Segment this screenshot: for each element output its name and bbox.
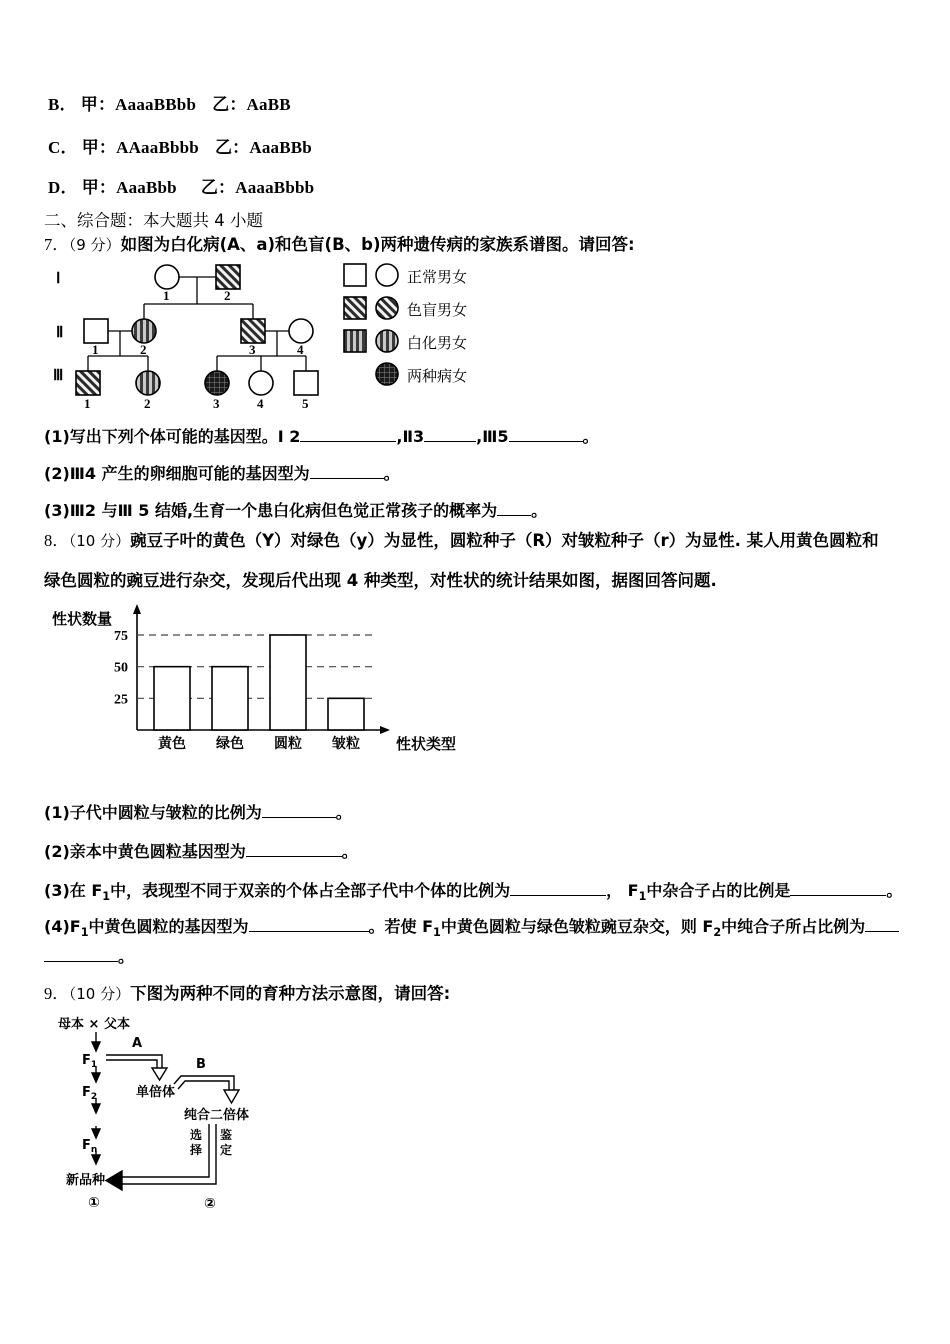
q7-sub1-text-d: 。 <box>582 427 599 446</box>
question-8-sub-2 <box>44 839 358 862</box>
chart-bars <box>154 635 364 730</box>
q8-sub3-text-a: (3)在 F <box>44 881 103 900</box>
choice-option-b[interactable] <box>48 90 291 115</box>
chart-y-axis-arrow <box>133 604 141 614</box>
choice-b-first: 甲：AaaaBBbb <box>80 95 197 114</box>
pedigree-node-III-3 <box>205 371 229 395</box>
q8-sub4-text-f: 。 <box>118 947 135 966</box>
legend-swatch-normal-male <box>344 264 366 286</box>
question-7-sub-1 <box>44 424 599 447</box>
pedigree-node-III-2 <box>136 371 160 395</box>
q8-sub4-text-a: (4)F <box>44 917 81 936</box>
q8-sub4-f1-a: 1 <box>80 926 89 940</box>
legend-swatch-albino-male <box>344 330 366 352</box>
pedigree-node-II-4 <box>289 319 313 343</box>
pedigree-node-II-1 <box>84 319 108 343</box>
q8-sub4-text-d: 中黄色圆粒与绿色皱粒豌豆杂交，则 F <box>440 917 714 936</box>
choice-letter-c: C． <box>48 138 78 157</box>
legend-label-colorblind: 色盲男女 <box>407 301 468 319</box>
q8-sub4-text-e: 中纯合子所占比例为 <box>721 917 866 936</box>
chart-y-axis-label: 性状数量 <box>52 610 113 628</box>
question-8-number: 8． <box>44 531 69 550</box>
svg-text:1: 1 <box>92 342 99 357</box>
q7-sub2-text-a: (2)Ⅲ4 产生的卵细胞可能的基因型为 <box>44 464 310 483</box>
question-9-text: 下图为两种不同的育种方法示意图，请回答: <box>130 984 451 1003</box>
chart-category-labels <box>158 735 360 752</box>
chart-category-label-绿色: 绿色 <box>216 736 244 752</box>
q8-sub1-blank-1[interactable] <box>262 803 336 818</box>
svg-text:3: 3 <box>213 396 220 410</box>
chart-x-axis-arrow <box>380 726 390 734</box>
breeding-pure-diploid-label: 纯合二倍体 <box>184 1108 250 1123</box>
choice-d-second: 乙：AaaaBbbb <box>200 178 315 197</box>
q7-sub2-blank-1[interactable] <box>310 464 384 479</box>
q7-sub1-blank-2[interactable] <box>424 427 476 442</box>
legend-swatch-normal-female <box>376 264 398 286</box>
svg-text:1: 1 <box>163 288 170 303</box>
q8-sub4-f1-b: 1 <box>433 926 441 940</box>
q7-sub1-blank-1[interactable] <box>300 427 396 442</box>
question-8-stem-line-2 <box>44 567 717 591</box>
q8-sub3-f1-b: 1 <box>638 890 647 904</box>
breeding-f2-label: $F_2$ <box>82 1085 98 1102</box>
chart-y-tick-75: 75 <box>114 629 128 644</box>
legend-label-normal: 正常男女 <box>407 268 468 286</box>
question-8-sub-4 <box>44 914 899 939</box>
legend-label-albino: 白化男女 <box>407 334 468 352</box>
q8-sub4-text-c: 。若使 F <box>368 917 434 936</box>
breeding-select-label: 选 <box>190 1128 203 1142</box>
choice-d-first: 甲：AaaBbb <box>81 178 177 197</box>
q7-sub1-blank-3[interactable] <box>509 427 583 442</box>
pedigree-node-I-1 <box>155 265 179 289</box>
question-8-text-1: 豌豆子叶的黄色（Y）对绿色（y）为显性，圆粒种子（R）对皱粒种子（r）为显性. 某人用黄色圆粒和 <box>130 531 879 550</box>
pedigree-node-III-5 <box>294 371 318 395</box>
question-7-sub-2 <box>44 461 400 484</box>
question-8-stem-line-1 <box>44 527 879 551</box>
pedigree-generation-label-3: Ⅲ <box>53 368 64 384</box>
question-7-number: 7． <box>44 235 69 254</box>
svg-text:2: 2 <box>224 288 231 303</box>
pedigree-figure <box>44 252 514 410</box>
legend-swatch-albino-female <box>376 330 398 352</box>
pedigree-generation-label-2: Ⅱ <box>56 325 64 341</box>
svg-text:4: 4 <box>257 396 264 410</box>
svg-text:5: 5 <box>302 396 309 410</box>
question-8-text-2: 绿色圆粒的豌豆进行杂交，发现后代出现 4 种类型，对性状的统计结果如图，据图回答问题. <box>44 571 717 590</box>
q7-sub1-text-c: ,Ⅲ5 <box>476 427 509 446</box>
pedigree-generation-label-1: Ⅰ <box>56 271 61 287</box>
q8-sub1-text-b: 。 <box>335 803 352 822</box>
choice-c-first: 甲：AAaaBbbb <box>81 138 199 157</box>
question-7-sub-3 <box>44 498 547 521</box>
q7-sub3-text-a: (3)Ⅲ2 与Ⅲ 5 结婚,生育一个患白化病但色觉正常孩子的概率为 <box>44 501 498 520</box>
breeding-route-1-label: ① <box>88 1195 100 1211</box>
chart-y-tick-25: 25 <box>114 692 128 708</box>
breeding-select-label-2: 择 <box>190 1143 203 1157</box>
choice-letter-d: D． <box>48 178 78 197</box>
q7-sub1-text-a: (1)写出下列个体可能的基因型。Ⅰ 2 <box>44 427 301 446</box>
svg-text:2: 2 <box>144 396 151 410</box>
q8-sub3-text-c: ， F <box>606 881 639 900</box>
legend-swatch-colorblind-male <box>344 297 366 319</box>
q8-sub1-text-a: (1)子代中圆粒与皱粒的比例为 <box>44 803 262 822</box>
q8-sub4-text-b: 中黄色圆粒的基因型为 <box>88 917 249 936</box>
pedigree-node-II-3 <box>241 319 265 343</box>
question-9-points: （10 分） <box>68 985 131 1003</box>
q7-sub2-text-b: 。 <box>383 464 400 483</box>
breeding-new-variety-label: 新品种 <box>66 1173 106 1188</box>
question-9-number: 9． <box>44 984 69 1003</box>
question-8-sub-4-continued <box>44 944 134 967</box>
pedigree-legend <box>344 264 467 385</box>
q8-sub4-blank-2-cont[interactable] <box>44 947 118 962</box>
trait-count-bar-chart <box>44 602 464 772</box>
question-8-sub-1 <box>44 800 352 823</box>
breeding-arrow-a-label: A <box>132 1036 143 1051</box>
q8-sub3-blank-2[interactable] <box>790 881 886 896</box>
choice-c-second: 乙：AaaBBb <box>214 138 312 157</box>
breeding-identify-label-2: 定 <box>220 1143 233 1157</box>
q8-sub2-text-a: (2)亲本中黄色圆粒基因型为 <box>44 842 246 861</box>
breeding-arrow-b-label: B <box>196 1057 206 1072</box>
q7-sub3-text-b: 。 <box>531 501 548 520</box>
q8-sub4-blank-2[interactable] <box>865 917 899 932</box>
chart-category-label-圆粒: 圆粒 <box>274 736 302 752</box>
q8-sub2-text-b: 。 <box>341 842 358 861</box>
chart-bar-黄色 <box>154 667 190 730</box>
chart-bar-皱粒 <box>328 698 364 730</box>
breeding-f1-label: $F_1$ <box>82 1053 98 1070</box>
legend-swatch-colorblind-female <box>376 297 398 319</box>
svg-text:1: 1 <box>84 396 91 410</box>
q8-sub3-f1-a: 1 <box>102 890 111 904</box>
question-7-points: （9 分） <box>68 236 121 254</box>
q8-sub3-text-b: 中，表现型不同于双亲的个体占全部子代中个体的比例为 <box>110 881 511 900</box>
question-7-text: 如图为白化病(A、a)和色盲(B、b)两种遗传病的家族系谱图。请回答: <box>120 235 635 254</box>
q8-sub3-text-e: 。 <box>886 881 903 900</box>
question-8-sub-3 <box>44 878 902 903</box>
chart-y-tick-labels <box>114 629 128 707</box>
pedigree-node-III-4 <box>249 371 273 395</box>
pedigree-node-II-2 <box>132 319 156 343</box>
breeding-route-2-label: ② <box>204 1196 216 1212</box>
section-heading: 二、综合题：本大题共 4 小题 <box>44 211 263 230</box>
choice-b-second: 乙：AaBB <box>212 95 291 114</box>
svg-text:2: 2 <box>140 342 147 357</box>
chart-bar-绿色 <box>212 667 248 730</box>
legend-label-both: 两种病女 <box>407 367 468 385</box>
breeding-identify-label: 鉴 <box>220 1128 233 1142</box>
svg-text:4: 4 <box>297 342 304 357</box>
chart-x-axis-label: 性状类型 <box>396 735 457 753</box>
chart-category-label-黄色: 黄色 <box>158 736 186 752</box>
choice-option-c[interactable] <box>48 133 312 158</box>
chart-category-label-皱粒: 皱粒 <box>332 736 360 752</box>
choice-letter-b: B． <box>48 95 77 114</box>
svg-text:3: 3 <box>249 342 256 357</box>
breeding-haploid-label: 单倍体 <box>136 1085 176 1100</box>
q8-sub3-text-d: 中杂合子占的比例是 <box>646 881 791 900</box>
breeding-fn-label: $F_n$ <box>82 1138 98 1155</box>
pedigree-node-III-1 <box>76 371 100 395</box>
choice-option-d[interactable] <box>48 173 314 198</box>
breeding-parents-label: 母本 × 父本 <box>58 1017 130 1032</box>
question-9-stem <box>44 980 450 1004</box>
legend-swatch-both-female <box>376 363 398 385</box>
q8-sub4-blank-1[interactable] <box>249 917 369 932</box>
breeding-method-diagram <box>44 1014 364 1214</box>
chart-y-tick-50: 50 <box>114 660 128 676</box>
question-8-points: （10 分） <box>68 532 131 550</box>
q8-sub4-f2: 2 <box>713 926 722 940</box>
q8-sub3-blank-1[interactable] <box>510 881 606 896</box>
q7-sub3-blank-1[interactable] <box>497 501 531 516</box>
q8-sub2-blank-1[interactable] <box>246 842 342 857</box>
chart-bar-圆粒 <box>270 635 306 730</box>
q7-sub1-text-b: ,Ⅱ3 <box>396 427 425 446</box>
pedigree-node-I-2 <box>216 265 240 289</box>
